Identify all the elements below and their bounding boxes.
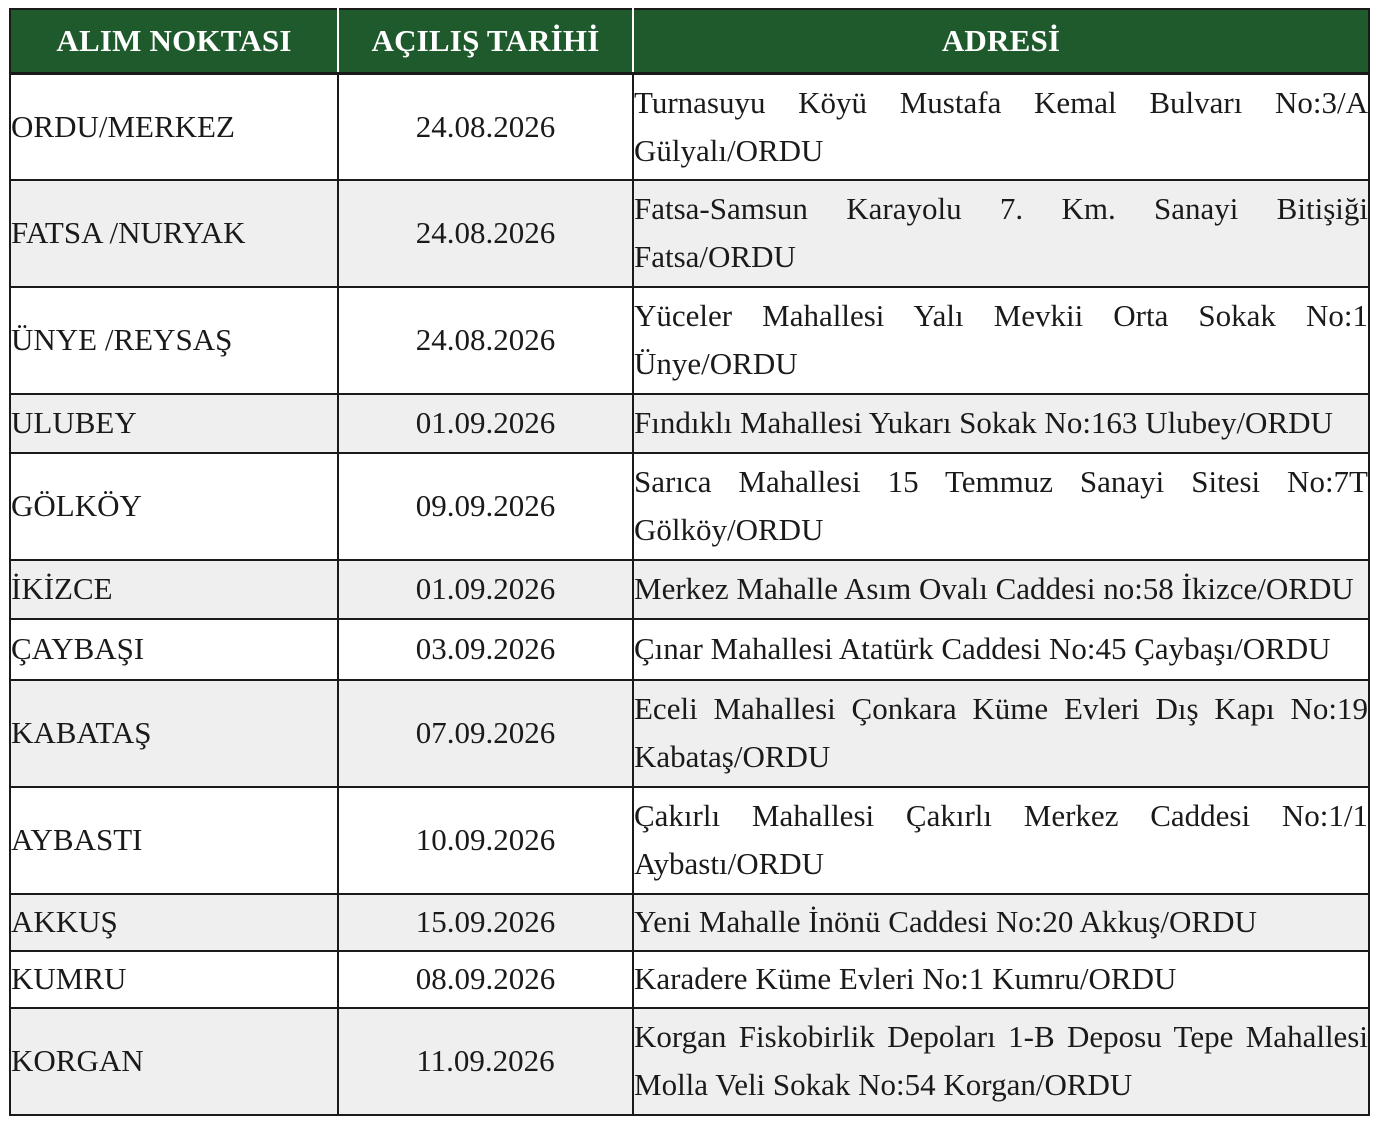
cell-address: Çakırlı Mahallesi Çakırlı Merkez Caddesi No:1/1 Aybastı/ORDU — [633, 787, 1369, 894]
header-address: ADRESİ — [633, 9, 1369, 74]
cell-address: Çınar Mahallesi Atatürk Caddesi No:45 Çaybaşı/ORDU — [633, 619, 1369, 680]
cell-opening-date: 07.09.2026 — [338, 680, 633, 787]
cell-address: Eceli Mahallesi Çonkara Küme Evleri Dış Kapı No:19 Kabataş/ORDU — [633, 680, 1369, 787]
cell-point-name: KABATAŞ — [10, 680, 338, 787]
header-row — [10, 9, 1369, 74]
table-row — [10, 74, 1369, 180]
cell-address: Turnasuyu Köyü Mustafa Kemal Bulvarı No:3/A Gülyalı/ORDU — [633, 74, 1369, 180]
cell-opening-date: 15.09.2026 — [338, 894, 633, 951]
table-header — [10, 9, 1369, 74]
cell-point-name: İKİZCE — [10, 560, 338, 619]
cell-opening-date: 09.09.2026 — [338, 453, 633, 560]
cell-address: Yüceler Mahallesi Yalı Mevkii Orta Sokak No:1 Ünye/ORDU — [633, 287, 1369, 394]
table-row — [10, 394, 1369, 453]
table-row — [10, 287, 1369, 394]
cell-point-name: ÇAYBAŞI — [10, 619, 338, 680]
cell-address: Korgan Fiskobirlik Depoları 1-B Deposu Tepe Mahallesi Molla Veli Sokak No:54 Korgan/ORDU — [633, 1008, 1369, 1115]
cell-address: Karadere Küme Evleri No:1 Kumru/ORDU — [633, 951, 1369, 1008]
table-body — [10, 74, 1369, 1115]
table-row — [10, 894, 1369, 951]
table-row — [10, 453, 1369, 560]
cell-address: Yeni Mahalle İnönü Caddesi No:20 Akkuş/ORDU — [633, 894, 1369, 951]
cell-address: Fatsa-Samsun Karayolu 7. Km. Sanayi Bitişiği Fatsa/ORDU — [633, 180, 1369, 287]
cell-opening-date: 11.09.2026 — [338, 1008, 633, 1115]
table-row — [10, 951, 1369, 1008]
cell-opening-date: 01.09.2026 — [338, 560, 633, 619]
cell-point-name: ULUBEY — [10, 394, 338, 453]
table-row — [10, 619, 1369, 680]
cell-point-name: AKKUŞ — [10, 894, 338, 951]
table-row — [10, 680, 1369, 787]
cell-address: Sarıca Mahallesi 15 Temmuz Sanayi Sitesi No:7T Gölköy/ORDU — [633, 453, 1369, 560]
cell-opening-date: 24.08.2026 — [338, 74, 633, 180]
cell-address: Merkez Mahalle Asım Ovalı Caddesi no:58 İkizce/ORDU — [633, 560, 1369, 619]
cell-point-name: FATSA /NURYAK — [10, 180, 338, 287]
cell-opening-date: 08.09.2026 — [338, 951, 633, 1008]
cell-point-name: KORGAN — [10, 1008, 338, 1115]
collection-points-table — [9, 8, 1370, 1116]
table-row — [10, 787, 1369, 894]
table-row — [10, 560, 1369, 619]
header-opening-date: AÇILIŞ TARİHİ — [338, 9, 633, 74]
cell-point-name: AYBASTI — [10, 787, 338, 894]
cell-opening-date: 24.08.2026 — [338, 180, 633, 287]
cell-point-name: ORDU/MERKEZ — [10, 74, 338, 180]
cell-opening-date: 24.08.2026 — [338, 287, 633, 394]
cell-point-name: KUMRU — [10, 951, 338, 1008]
cell-point-name: GÖLKÖY — [10, 453, 338, 560]
header-collection-point: ALIM NOKTASI — [10, 9, 338, 74]
cell-point-name: ÜNYE /REYSAŞ — [10, 287, 338, 394]
table-row — [10, 180, 1369, 287]
cell-opening-date: 01.09.2026 — [338, 394, 633, 453]
cell-opening-date: 03.09.2026 — [338, 619, 633, 680]
table-row — [10, 1008, 1369, 1115]
cell-opening-date: 10.09.2026 — [338, 787, 633, 894]
cell-address: Fındıklı Mahallesi Yukarı Sokak No:163 Ulubey/ORDU — [633, 394, 1369, 453]
